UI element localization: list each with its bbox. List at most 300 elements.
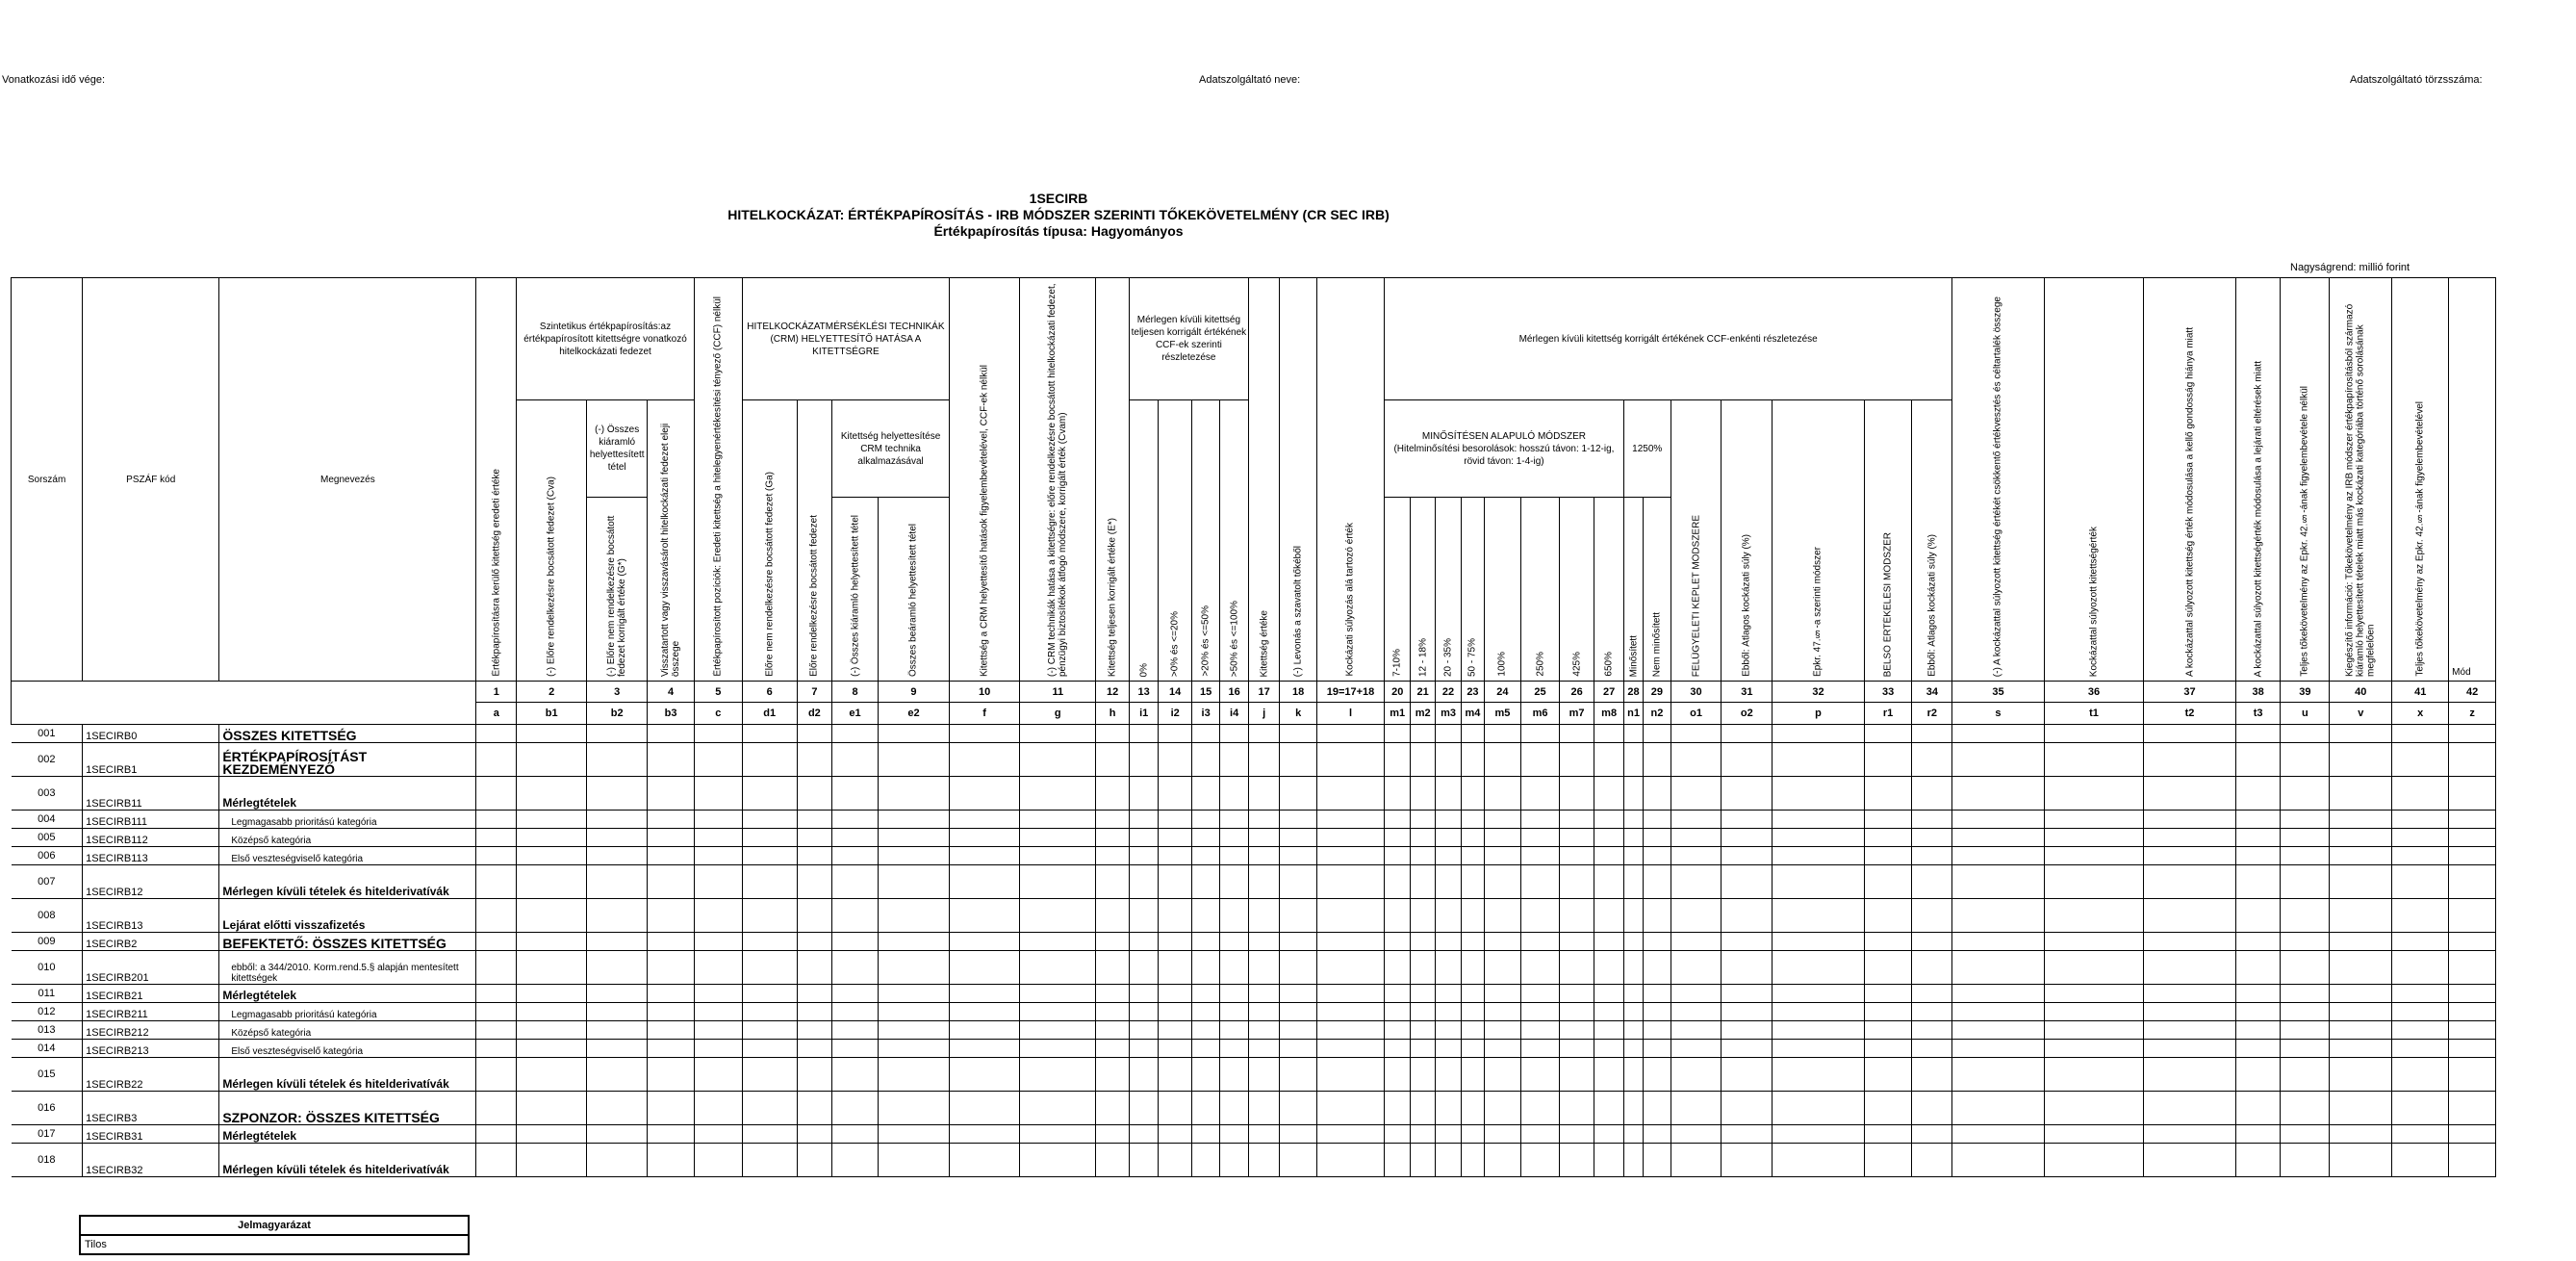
data-cell[interactable]	[2330, 1021, 2392, 1040]
data-cell[interactable]	[1280, 847, 1317, 865]
data-cell[interactable]	[2449, 951, 2496, 985]
data-cell[interactable]	[1385, 777, 1411, 811]
data-cell[interactable]	[1191, 1144, 1219, 1177]
data-cell[interactable]	[1096, 829, 1130, 847]
data-cell[interactable]	[648, 1058, 695, 1092]
data-cell[interactable]	[1248, 1125, 1280, 1144]
data-cell[interactable]	[1385, 1003, 1411, 1021]
data-cell[interactable]	[587, 847, 648, 865]
data-cell[interactable]	[1952, 1021, 2044, 1040]
data-cell[interactable]	[1864, 1040, 1912, 1058]
data-cell[interactable]	[2044, 1040, 2144, 1058]
data-cell[interactable]	[742, 1125, 797, 1144]
data-cell[interactable]	[1623, 1040, 1643, 1058]
data-cell[interactable]	[1722, 951, 1773, 985]
data-cell[interactable]	[1671, 933, 1722, 951]
data-cell[interactable]	[1594, 1058, 1623, 1092]
data-cell[interactable]	[1912, 1092, 1952, 1125]
data-cell[interactable]	[1220, 865, 1248, 899]
data-cell[interactable]	[1020, 1144, 1096, 1177]
data-cell[interactable]	[1484, 829, 1521, 847]
data-cell[interactable]	[1952, 743, 2044, 777]
data-cell[interactable]	[1385, 899, 1411, 933]
data-cell[interactable]	[1623, 743, 1643, 777]
data-cell[interactable]	[1644, 1125, 1671, 1144]
data-cell[interactable]	[2281, 743, 2330, 777]
data-cell[interactable]	[1912, 777, 1952, 811]
data-cell[interactable]	[2449, 1092, 2496, 1125]
data-cell[interactable]	[1559, 1125, 1594, 1144]
data-cell[interactable]	[2044, 1003, 2144, 1021]
data-cell[interactable]	[517, 829, 587, 847]
data-cell[interactable]	[1411, 777, 1435, 811]
data-cell[interactable]	[2235, 985, 2281, 1003]
data-cell[interactable]	[1594, 1144, 1623, 1177]
data-cell[interactable]	[2330, 777, 2392, 811]
data-cell[interactable]	[587, 811, 648, 829]
data-cell[interactable]	[1484, 1003, 1521, 1021]
data-cell[interactable]	[742, 985, 797, 1003]
data-cell[interactable]	[878, 899, 949, 933]
data-cell[interactable]	[648, 1021, 695, 1040]
data-cell[interactable]	[1462, 1021, 1484, 1040]
data-cell[interactable]	[1462, 1144, 1484, 1177]
data-cell[interactable]	[1411, 1021, 1435, 1040]
data-cell[interactable]	[1912, 1021, 1952, 1040]
data-cell[interactable]	[1159, 725, 1192, 743]
data-cell[interactable]	[1671, 951, 1722, 985]
data-cell[interactable]	[1462, 829, 1484, 847]
data-cell[interactable]	[1722, 1021, 1773, 1040]
data-cell[interactable]	[1129, 811, 1158, 829]
data-cell[interactable]	[1671, 1125, 1722, 1144]
data-cell[interactable]	[1671, 743, 1722, 777]
data-cell[interactable]	[797, 743, 832, 777]
data-cell[interactable]	[1912, 829, 1952, 847]
data-cell[interactable]	[832, 1092, 879, 1125]
data-cell[interactable]	[1020, 933, 1096, 951]
data-cell[interactable]	[1435, 847, 1461, 865]
data-cell[interactable]	[1671, 985, 1722, 1003]
data-cell[interactable]	[1671, 725, 1722, 743]
data-cell[interactable]	[1952, 1092, 2044, 1125]
data-cell[interactable]	[1912, 933, 1952, 951]
data-cell[interactable]	[1435, 985, 1461, 1003]
data-cell[interactable]	[2235, 847, 2281, 865]
data-cell[interactable]	[1462, 777, 1484, 811]
data-cell[interactable]	[1484, 1040, 1521, 1058]
data-cell[interactable]	[878, 985, 949, 1003]
data-cell[interactable]	[694, 951, 742, 985]
data-cell[interactable]	[2392, 933, 2449, 951]
data-cell[interactable]	[2281, 1125, 2330, 1144]
data-cell[interactable]	[587, 1003, 648, 1021]
data-cell[interactable]	[1484, 811, 1521, 829]
data-cell[interactable]	[648, 865, 695, 899]
data-cell[interactable]	[1462, 847, 1484, 865]
data-cell[interactable]	[1020, 811, 1096, 829]
data-cell[interactable]	[2281, 1040, 2330, 1058]
data-cell[interactable]	[1385, 847, 1411, 865]
data-cell[interactable]	[2235, 777, 2281, 811]
data-cell[interactable]	[1722, 829, 1773, 847]
data-cell[interactable]	[587, 951, 648, 985]
data-cell[interactable]	[832, 847, 879, 865]
data-cell[interactable]	[1912, 865, 1952, 899]
data-cell[interactable]	[1220, 829, 1248, 847]
data-cell[interactable]	[1952, 951, 2044, 985]
data-cell[interactable]	[1411, 933, 1435, 951]
data-cell[interactable]	[1722, 1003, 1773, 1021]
data-cell[interactable]	[2449, 1144, 2496, 1177]
data-cell[interactable]	[742, 865, 797, 899]
data-cell[interactable]	[2392, 951, 2449, 985]
data-cell[interactable]	[950, 1144, 1020, 1177]
data-cell[interactable]	[1411, 725, 1435, 743]
data-cell[interactable]	[1385, 1092, 1411, 1125]
data-cell[interactable]	[1671, 829, 1722, 847]
data-cell[interactable]	[742, 899, 797, 933]
data-cell[interactable]	[878, 1003, 949, 1021]
data-cell[interactable]	[2449, 1003, 2496, 1021]
data-cell[interactable]	[2144, 933, 2235, 951]
data-cell[interactable]	[1220, 1003, 1248, 1021]
data-cell[interactable]	[878, 1021, 949, 1040]
data-cell[interactable]	[2144, 1144, 2235, 1177]
data-cell[interactable]	[1594, 829, 1623, 847]
data-cell[interactable]	[1411, 865, 1435, 899]
data-cell[interactable]	[950, 1040, 1020, 1058]
data-cell[interactable]	[2392, 777, 2449, 811]
data-cell[interactable]	[1671, 847, 1722, 865]
data-cell[interactable]	[1129, 933, 1158, 951]
data-cell[interactable]	[1248, 1144, 1280, 1177]
data-cell[interactable]	[1559, 865, 1594, 899]
data-cell[interactable]	[1096, 933, 1130, 951]
data-cell[interactable]	[797, 1058, 832, 1092]
data-cell[interactable]	[517, 985, 587, 1003]
data-cell[interactable]	[1435, 1144, 1461, 1177]
data-cell[interactable]	[878, 865, 949, 899]
data-cell[interactable]	[1411, 743, 1435, 777]
data-cell[interactable]	[1521, 1144, 1560, 1177]
data-cell[interactable]	[2330, 1092, 2392, 1125]
data-cell[interactable]	[1521, 985, 1560, 1003]
data-cell[interactable]	[476, 1092, 517, 1125]
data-cell[interactable]	[1020, 1021, 1096, 1040]
data-cell[interactable]	[1220, 951, 1248, 985]
data-cell[interactable]	[1316, 829, 1384, 847]
data-cell[interactable]	[1411, 1058, 1435, 1092]
data-cell[interactable]	[2144, 829, 2235, 847]
data-cell[interactable]	[2281, 811, 2330, 829]
data-cell[interactable]	[1722, 899, 1773, 933]
data-cell[interactable]	[1722, 1125, 1773, 1144]
data-cell[interactable]	[950, 1125, 1020, 1144]
data-cell[interactable]	[832, 1021, 879, 1040]
data-cell[interactable]	[1722, 777, 1773, 811]
data-cell[interactable]	[1248, 1021, 1280, 1040]
data-cell[interactable]	[2281, 985, 2330, 1003]
data-cell[interactable]	[1385, 865, 1411, 899]
data-cell[interactable]	[1952, 777, 2044, 811]
data-cell[interactable]	[1559, 899, 1594, 933]
data-cell[interactable]	[1220, 777, 1248, 811]
data-cell[interactable]	[878, 1058, 949, 1092]
data-cell[interactable]	[2449, 811, 2496, 829]
data-cell[interactable]	[1280, 865, 1317, 899]
data-cell[interactable]	[1248, 933, 1280, 951]
data-cell[interactable]	[587, 1125, 648, 1144]
data-cell[interactable]	[2330, 951, 2392, 985]
data-cell[interactable]	[1559, 1092, 1594, 1125]
data-cell[interactable]	[2449, 1125, 2496, 1144]
data-cell[interactable]	[1952, 811, 2044, 829]
data-cell[interactable]	[1773, 777, 1864, 811]
data-cell[interactable]	[476, 1003, 517, 1021]
data-cell[interactable]	[1864, 1003, 1912, 1021]
data-cell[interactable]	[1385, 1125, 1411, 1144]
data-cell[interactable]	[1020, 865, 1096, 899]
data-cell[interactable]	[1411, 1092, 1435, 1125]
data-cell[interactable]	[1280, 1058, 1317, 1092]
data-cell[interactable]	[1559, 985, 1594, 1003]
data-cell[interactable]	[1411, 829, 1435, 847]
data-cell[interactable]	[2044, 985, 2144, 1003]
data-cell[interactable]	[1316, 951, 1384, 985]
data-cell[interactable]	[476, 743, 517, 777]
data-cell[interactable]	[1280, 1092, 1317, 1125]
data-cell[interactable]	[2235, 725, 2281, 743]
data-cell[interactable]	[2330, 1003, 2392, 1021]
data-cell[interactable]	[2449, 777, 2496, 811]
data-cell[interactable]	[1096, 865, 1130, 899]
data-cell[interactable]	[1521, 1040, 1560, 1058]
data-cell[interactable]	[2392, 811, 2449, 829]
data-cell[interactable]	[476, 933, 517, 951]
data-cell[interactable]	[1129, 1092, 1158, 1125]
data-cell[interactable]	[1623, 951, 1643, 985]
data-cell[interactable]	[1623, 777, 1643, 811]
data-cell[interactable]	[1623, 725, 1643, 743]
data-cell[interactable]	[1623, 1092, 1643, 1125]
data-cell[interactable]	[1559, 933, 1594, 951]
data-cell[interactable]	[1129, 1021, 1158, 1040]
data-cell[interactable]	[2281, 1021, 2330, 1040]
data-cell[interactable]	[1191, 725, 1219, 743]
data-cell[interactable]	[2235, 1021, 2281, 1040]
data-cell[interactable]	[694, 829, 742, 847]
data-cell[interactable]	[2449, 985, 2496, 1003]
data-cell[interactable]	[1096, 725, 1130, 743]
data-cell[interactable]	[1316, 899, 1384, 933]
data-cell[interactable]	[1435, 743, 1461, 777]
data-cell[interactable]	[832, 1058, 879, 1092]
data-cell[interactable]	[694, 1021, 742, 1040]
data-cell[interactable]	[1722, 865, 1773, 899]
data-cell[interactable]	[1559, 829, 1594, 847]
data-cell[interactable]	[1521, 725, 1560, 743]
data-cell[interactable]	[1159, 1021, 1192, 1040]
data-cell[interactable]	[1129, 951, 1158, 985]
data-cell[interactable]	[1521, 1021, 1560, 1040]
data-cell[interactable]	[1952, 725, 2044, 743]
data-cell[interactable]	[517, 1021, 587, 1040]
data-cell[interactable]	[2330, 985, 2392, 1003]
data-cell[interactable]	[2449, 865, 2496, 899]
data-cell[interactable]	[648, 1125, 695, 1144]
data-cell[interactable]	[1385, 1040, 1411, 1058]
data-cell[interactable]	[1484, 1021, 1521, 1040]
data-cell[interactable]	[2044, 777, 2144, 811]
data-cell[interactable]	[517, 811, 587, 829]
data-cell[interactable]	[1773, 1125, 1864, 1144]
data-cell[interactable]	[1462, 725, 1484, 743]
data-cell[interactable]	[2330, 865, 2392, 899]
data-cell[interactable]	[742, 777, 797, 811]
data-cell[interactable]	[1280, 933, 1317, 951]
data-cell[interactable]	[1484, 951, 1521, 985]
data-cell[interactable]	[587, 777, 648, 811]
data-cell[interactable]	[742, 829, 797, 847]
data-cell[interactable]	[587, 1092, 648, 1125]
data-cell[interactable]	[1159, 777, 1192, 811]
data-cell[interactable]	[1912, 1144, 1952, 1177]
data-cell[interactable]	[1096, 847, 1130, 865]
data-cell[interactable]	[1020, 1040, 1096, 1058]
data-cell[interactable]	[797, 1125, 832, 1144]
data-cell[interactable]	[1220, 725, 1248, 743]
data-cell[interactable]	[1129, 985, 1158, 1003]
data-cell[interactable]	[1316, 865, 1384, 899]
data-cell[interactable]	[648, 951, 695, 985]
data-cell[interactable]	[1462, 865, 1484, 899]
data-cell[interactable]	[1864, 865, 1912, 899]
data-cell[interactable]	[1435, 811, 1461, 829]
data-cell[interactable]	[587, 1021, 648, 1040]
data-cell[interactable]	[1316, 1040, 1384, 1058]
data-cell[interactable]	[1952, 1125, 2044, 1144]
data-cell[interactable]	[1316, 1144, 1384, 1177]
data-cell[interactable]	[1159, 1144, 1192, 1177]
data-cell[interactable]	[2449, 829, 2496, 847]
data-cell[interactable]	[587, 1040, 648, 1058]
data-cell[interactable]	[1411, 847, 1435, 865]
data-cell[interactable]	[1644, 847, 1671, 865]
data-cell[interactable]	[648, 847, 695, 865]
data-cell[interactable]	[2392, 1003, 2449, 1021]
data-cell[interactable]	[1248, 1040, 1280, 1058]
data-cell[interactable]	[797, 1144, 832, 1177]
data-cell[interactable]	[2281, 1058, 2330, 1092]
data-cell[interactable]	[1623, 1003, 1643, 1021]
data-cell[interactable]	[1644, 899, 1671, 933]
data-cell[interactable]	[694, 1144, 742, 1177]
data-cell[interactable]	[694, 985, 742, 1003]
data-cell[interactable]	[1484, 933, 1521, 951]
data-cell[interactable]	[517, 899, 587, 933]
data-cell[interactable]	[1484, 985, 1521, 1003]
data-cell[interactable]	[2281, 777, 2330, 811]
data-cell[interactable]	[1773, 847, 1864, 865]
data-cell[interactable]	[797, 1003, 832, 1021]
data-cell[interactable]	[1521, 829, 1560, 847]
data-cell[interactable]	[2044, 1144, 2144, 1177]
data-cell[interactable]	[2144, 951, 2235, 985]
data-cell[interactable]	[1484, 743, 1521, 777]
data-cell[interactable]	[1435, 951, 1461, 985]
data-cell[interactable]	[1096, 899, 1130, 933]
data-cell[interactable]	[1280, 985, 1317, 1003]
data-cell[interactable]	[1220, 811, 1248, 829]
data-cell[interactable]	[1623, 1125, 1643, 1144]
data-cell[interactable]	[1912, 985, 1952, 1003]
data-cell[interactable]	[1385, 985, 1411, 1003]
data-cell[interactable]	[2449, 847, 2496, 865]
data-cell[interactable]	[832, 951, 879, 985]
data-cell[interactable]	[694, 1040, 742, 1058]
data-cell[interactable]	[1191, 811, 1219, 829]
data-cell[interactable]	[2044, 829, 2144, 847]
data-cell[interactable]	[2449, 1058, 2496, 1092]
data-cell[interactable]	[1191, 951, 1219, 985]
data-cell[interactable]	[832, 1040, 879, 1058]
data-cell[interactable]	[878, 933, 949, 951]
data-cell[interactable]	[2449, 1040, 2496, 1058]
data-cell[interactable]	[878, 1040, 949, 1058]
data-cell[interactable]	[1096, 985, 1130, 1003]
data-cell[interactable]	[2144, 725, 2235, 743]
data-cell[interactable]	[1623, 933, 1643, 951]
data-cell[interactable]	[1191, 777, 1219, 811]
data-cell[interactable]	[1435, 777, 1461, 811]
data-cell[interactable]	[1773, 865, 1864, 899]
data-cell[interactable]	[742, 847, 797, 865]
data-cell[interactable]	[2235, 865, 2281, 899]
data-cell[interactable]	[1462, 811, 1484, 829]
data-cell[interactable]	[1129, 899, 1158, 933]
data-cell[interactable]	[2235, 951, 2281, 985]
data-cell[interactable]	[1559, 811, 1594, 829]
data-cell[interactable]	[742, 1003, 797, 1021]
data-cell[interactable]	[1129, 847, 1158, 865]
data-cell[interactable]	[1484, 1092, 1521, 1125]
data-cell[interactable]	[742, 1040, 797, 1058]
data-cell[interactable]	[797, 951, 832, 985]
data-cell[interactable]	[2392, 1125, 2449, 1144]
data-cell[interactable]	[587, 1144, 648, 1177]
data-cell[interactable]	[1864, 899, 1912, 933]
data-cell[interactable]	[1385, 743, 1411, 777]
data-cell[interactable]	[1462, 1058, 1484, 1092]
data-cell[interactable]	[2281, 899, 2330, 933]
data-cell[interactable]	[2392, 743, 2449, 777]
data-cell[interactable]	[1248, 899, 1280, 933]
data-cell[interactable]	[2330, 899, 2392, 933]
data-cell[interactable]	[742, 811, 797, 829]
data-cell[interactable]	[950, 743, 1020, 777]
data-cell[interactable]	[648, 829, 695, 847]
data-cell[interactable]	[950, 777, 1020, 811]
data-cell[interactable]	[1159, 1058, 1192, 1092]
data-cell[interactable]	[2330, 1125, 2392, 1144]
data-cell[interactable]	[1191, 1003, 1219, 1021]
data-cell[interactable]	[1484, 1058, 1521, 1092]
data-cell[interactable]	[1280, 1125, 1317, 1144]
data-cell[interactable]	[1594, 1125, 1623, 1144]
data-cell[interactable]	[2235, 899, 2281, 933]
data-cell[interactable]	[1521, 933, 1560, 951]
